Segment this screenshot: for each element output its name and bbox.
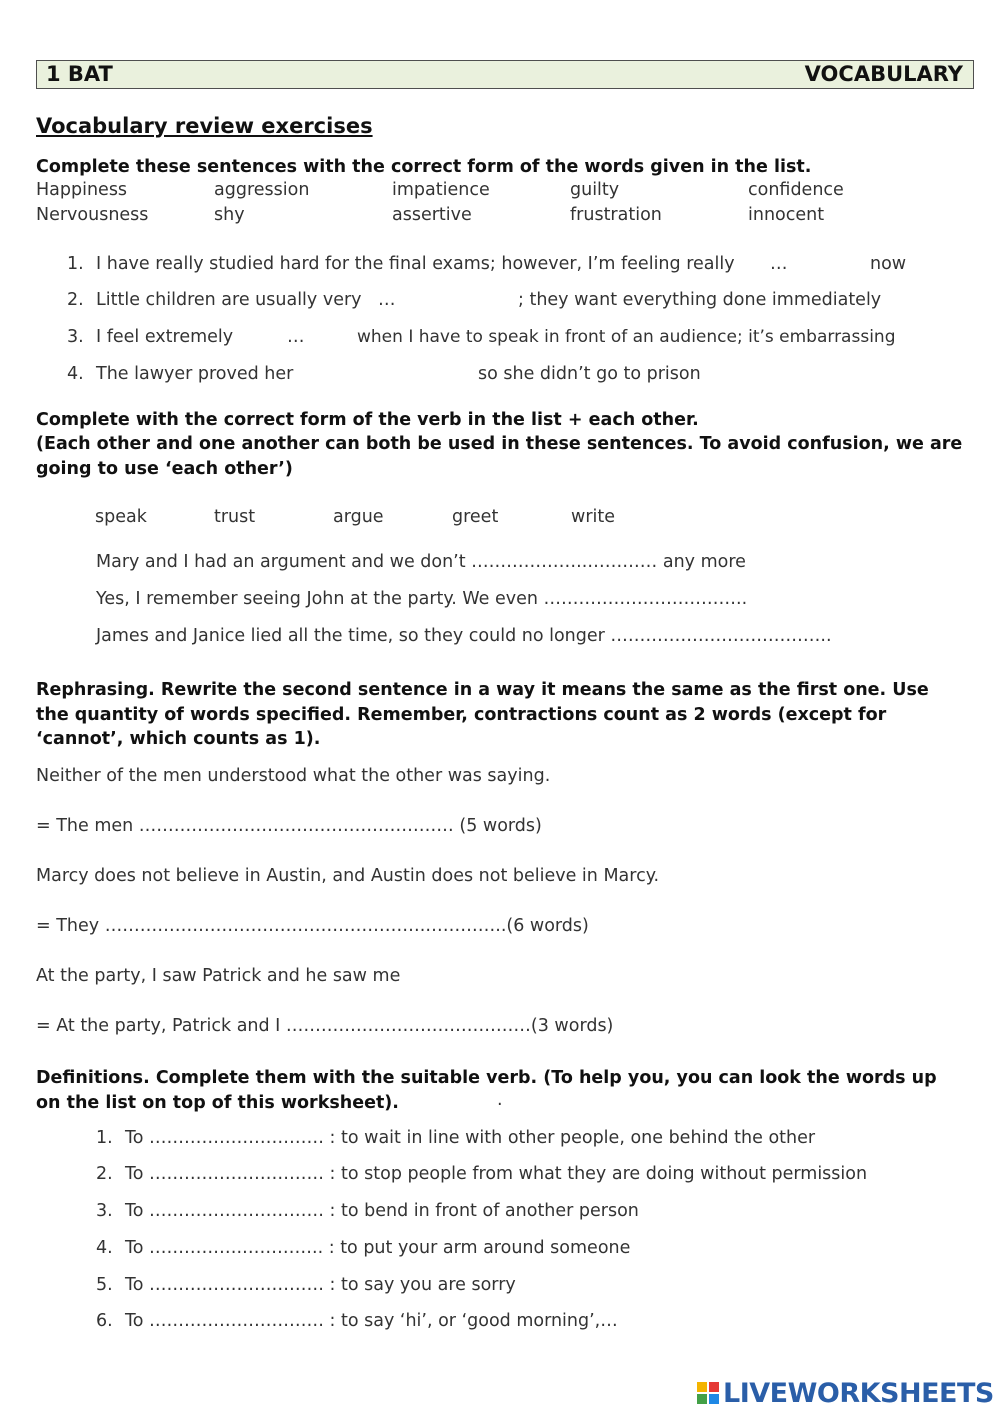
item-number: 1.	[67, 254, 84, 274]
item-number: 1.	[96, 1128, 113, 1148]
logo-square	[709, 1394, 719, 1404]
definition-text[interactable]: To ………………………… : to stop people from what they are doing without permission	[125, 1164, 868, 1184]
exercise4-instruction: Definitions. Complete them with the suitable verb. (To help you, you can look the words up on the list on top of this worksheet).	[36, 1068, 937, 1113]
sentence-text: Little children are usually very	[96, 290, 362, 310]
word-list-item: Nervousness	[36, 205, 149, 225]
word-list-item: Happiness	[36, 180, 128, 200]
word-list-item: innocent	[748, 205, 825, 225]
item-number: 5.	[96, 1275, 113, 1295]
item-number: 6.	[96, 1311, 113, 1331]
verb-list-item: argue	[333, 507, 384, 527]
exercise2-note: (Each other and one another can both be used in these sentences. To avoid confusion, we are going to use ‘each other’)	[36, 434, 963, 479]
liveworksheets-logo[interactable]	[697, 1376, 994, 1410]
exercise3-instruction: Rephrasing. Rewrite the second sentence in a way it means the same as the first one. Use the quantity of words specified. Remember, contractions count as 2 words (except for ‘cannot’, which counts as 1).	[36, 680, 929, 749]
header-bar	[36, 60, 974, 89]
sentence-text: I feel extremely	[96, 327, 234, 347]
item-number: 3.	[96, 1201, 113, 1221]
exercise2-sentence[interactable]: James and Janice lied all the time, so they could no longer ………………………………..	[96, 626, 832, 646]
logo-text: LIVEWORKSHEETS	[723, 1377, 994, 1409]
word-list-item: aggression	[214, 180, 310, 200]
word-list-item: impatience	[392, 180, 490, 200]
logo-square	[709, 1382, 719, 1392]
original-sentence: At the party, I saw Patrick and he saw me	[36, 966, 401, 986]
sentence-text: I have really studied hard for the final exams; however, I’m feeling really	[96, 254, 735, 274]
sentence-text: now	[870, 254, 907, 274]
stray-dot: .	[497, 1090, 503, 1110]
item-number: 4.	[96, 1238, 113, 1258]
original-sentence: Marcy does not believe in Austin, and Austin does not believe in Marcy.	[36, 866, 660, 886]
definition-text[interactable]: To ………………………… : to say you are sorry	[125, 1275, 516, 1295]
answer-blank[interactable]: …	[378, 290, 396, 310]
original-sentence: Neither of the men understood what the other was saying.	[36, 766, 551, 786]
answer-blank[interactable]: …	[770, 254, 788, 274]
verb-list-item: speak	[95, 507, 147, 527]
word-list-item: assertive	[392, 205, 472, 225]
definition-text[interactable]: To …………….………….. : to put your arm around someone	[125, 1238, 631, 1258]
definition-text[interactable]: To ………………………… : to say ‘hi’, or ‘good morning’,…	[125, 1311, 618, 1331]
header-level: 1 BAT	[46, 62, 113, 86]
exercise2-instruction: Complete with the correct form of the verb in the list + each other.	[36, 410, 699, 430]
definition-text[interactable]: To ………………………… : to wait in line with other people, one behind the other	[125, 1128, 816, 1148]
sentence-text: so she didn’t go to prison	[478, 364, 701, 384]
word-list-item: confidence	[748, 180, 844, 200]
verb-list-item: trust	[214, 507, 256, 527]
verb-list-item: greet	[452, 507, 499, 527]
logo-mark-icon	[697, 1382, 719, 1404]
item-number: 2.	[96, 1164, 113, 1184]
exercise2-sentence[interactable]: Yes, I remember seeing John at the party. We even ……………………………..	[96, 589, 748, 609]
word-list-item: frustration	[570, 205, 662, 225]
header-subject: VOCABULARY	[804, 62, 963, 86]
page-title: Vocabulary review exercises	[36, 114, 373, 138]
item-number: 2.	[67, 290, 84, 310]
item-number: 4.	[67, 364, 84, 384]
item-number: 3.	[67, 327, 84, 347]
sentence-text: The lawyer proved her	[96, 364, 294, 384]
verb-list-item: write	[571, 507, 615, 527]
answer-blank[interactable]: …	[287, 327, 305, 347]
logo-square	[697, 1394, 707, 1404]
logo-square	[697, 1382, 707, 1392]
sentence-text: when I have to speak in front of an audience; it’s embarrassing	[357, 327, 896, 347]
word-list-item: shy	[214, 205, 245, 225]
definition-text[interactable]: To ………………………… : to bend in front of another person	[125, 1201, 639, 1221]
word-list-item: guilty	[570, 180, 620, 200]
rewrite-line[interactable]: = They ……………………………………………….…………..(6 words)	[36, 916, 589, 936]
rewrite-line[interactable]: = The men ……………………………………………… (5 words)	[36, 816, 542, 836]
exercise2-sentence[interactable]: Mary and I had an argument and we don’t ………………..………… any more	[96, 552, 746, 572]
sentence-text: ; they want everything done immediately	[518, 290, 882, 310]
exercise1-instruction: Complete these sentences with the correct form of the words given in the list.	[36, 157, 812, 177]
rewrite-line[interactable]: = At the party, Patrick and I ……………………………………(3 words)	[36, 1016, 614, 1036]
